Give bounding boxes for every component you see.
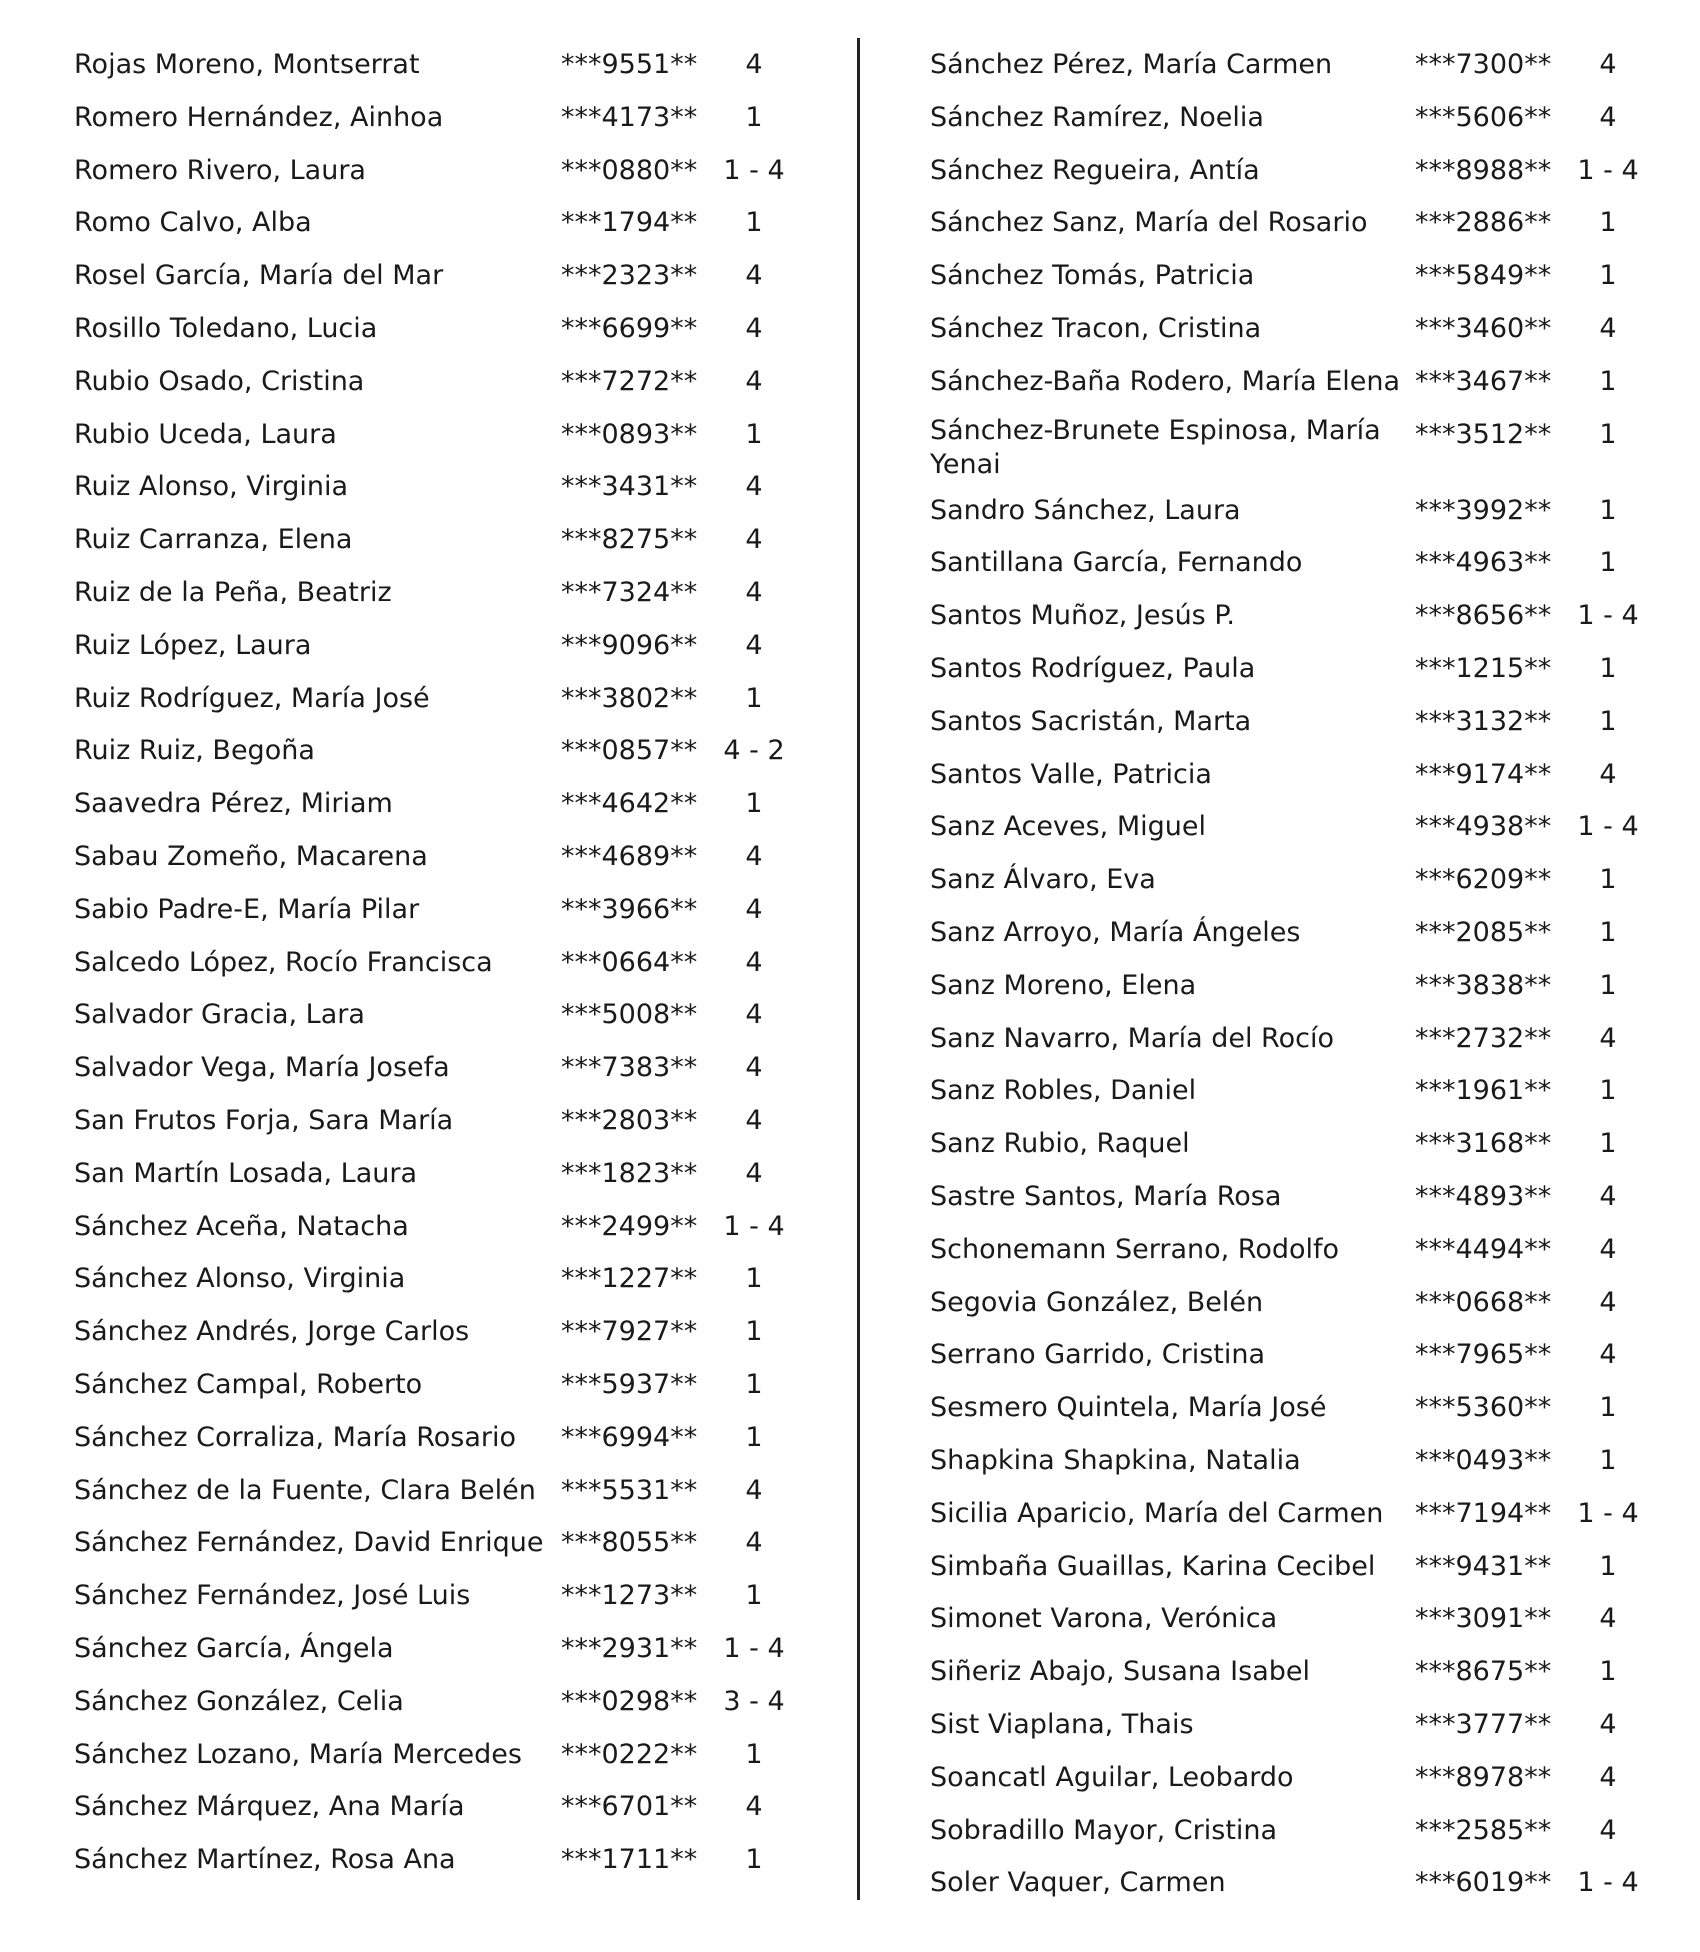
person-name: Ruiz Ruiz, Begoña <box>74 735 315 767</box>
table-row <box>930 749 1670 802</box>
code-value: 1 <box>1599 418 1617 450</box>
person-name: Romo Calvo, Alba <box>74 207 312 239</box>
masked-id: ***3132** <box>1415 705 1552 737</box>
masked-id: ***3431** <box>561 471 698 503</box>
masked-id: ***9431** <box>1415 1550 1552 1582</box>
masked-id: ***6209** <box>1415 864 1552 896</box>
code-value: 1 <box>745 1421 763 1453</box>
table-row <box>74 1465 814 1518</box>
person-name: Santos Rodríguez, Paula <box>930 652 1256 684</box>
table-row <box>930 1488 1670 1541</box>
person-name: Rosel García, María del Mar <box>74 260 444 292</box>
person-name: Sánchez Fernández, José Luis <box>74 1580 471 1612</box>
code-value: 4 <box>745 524 763 556</box>
masked-id: ***6994** <box>561 1421 698 1453</box>
code-value: 4 <box>745 1474 763 1506</box>
table-row <box>74 620 814 673</box>
person-name: Sánchez García, Ángela <box>74 1632 394 1664</box>
table-row <box>74 145 814 198</box>
masked-id: ***0668** <box>1415 1286 1552 1318</box>
code-value: 1 <box>1599 652 1617 684</box>
table-row <box>74 1570 814 1623</box>
table-row <box>74 1781 814 1834</box>
code-value: 4 <box>745 629 763 661</box>
table-row <box>930 145 1670 198</box>
table-row <box>930 356 1670 409</box>
table-row <box>74 1201 814 1254</box>
code-value: 1 <box>1599 1550 1617 1582</box>
code-value: 1 <box>745 1844 763 1876</box>
masked-id: ***5008** <box>561 999 698 1031</box>
table-row <box>930 1171 1670 1224</box>
person-name: San Martín Losada, Laura <box>74 1157 417 1189</box>
code-value: 1 <box>1599 1444 1617 1476</box>
masked-id: ***8656** <box>1415 600 1552 632</box>
person-name: Sánchez Tracon, Cristina <box>930 312 1262 344</box>
table-row <box>930 1382 1670 1435</box>
code-value: 4 <box>1599 1233 1617 1265</box>
masked-id: ***3091** <box>1415 1603 1552 1635</box>
table-row <box>74 1676 814 1729</box>
person-name: Sanz Rubio, Raquel <box>930 1128 1190 1160</box>
masked-id: ***7927** <box>561 1316 698 1348</box>
code-value: 1 <box>1599 1128 1617 1160</box>
code-value: 4 <box>745 471 763 503</box>
person-name: Santillana García, Fernando <box>930 547 1303 579</box>
code-value: 1 <box>1599 1075 1617 1107</box>
code-value: 1 <box>745 1580 763 1612</box>
person-name: Salvador Vega, María Josefa <box>74 1052 450 1084</box>
masked-id: ***3802** <box>561 682 698 714</box>
person-name: Sánchez Pérez, María Carmen <box>930 49 1333 80</box>
person-name: Sabau Zomeño, Macarena <box>74 840 428 872</box>
table-row <box>930 1224 1670 1277</box>
code-value: 4 <box>745 1791 763 1823</box>
person-name: Ruiz López, Laura <box>74 629 312 661</box>
person-name: Sanz Robles, Daniel <box>930 1075 1197 1107</box>
masked-id: ***3460** <box>1415 312 1552 344</box>
code-value: 1 - 4 <box>723 1210 785 1242</box>
table-row <box>930 409 1670 485</box>
person-name: Sánchez Ramírez, Noelia <box>930 101 1264 133</box>
masked-id: ***0493** <box>1415 1444 1552 1476</box>
table-row <box>74 989 814 1042</box>
person-name: Santos Valle, Patricia <box>930 758 1212 790</box>
table-row <box>74 884 814 937</box>
masked-id: ***6019** <box>1415 1867 1552 1899</box>
code-value: 4 <box>745 893 763 925</box>
person-name: Salcedo López, Rocío Francisca <box>74 946 493 978</box>
person-name: Sastre Santos, María Rosa <box>930 1180 1282 1212</box>
person-name: Rojas Moreno, Montserrat <box>74 49 420 80</box>
masked-id: ***1273** <box>561 1580 698 1612</box>
code-value: 4 <box>1599 1180 1617 1212</box>
person-name: Shapkina Shapkina, Natalia <box>930 1444 1301 1476</box>
table-row <box>74 1148 814 1201</box>
code-value: 4 - 2 <box>723 735 785 767</box>
masked-id: ***4963** <box>1415 547 1552 579</box>
table-row <box>930 1435 1670 1488</box>
masked-id: ***5531** <box>561 1474 698 1506</box>
code-value: 1 <box>1599 1656 1617 1688</box>
table-row <box>74 197 814 250</box>
person-name: Sánchez Márquez, Ana María <box>74 1791 465 1823</box>
table-row <box>930 696 1670 749</box>
masked-id: ***7272** <box>561 365 698 397</box>
code-value: 4 <box>1599 101 1617 133</box>
person-name: Sánchez-Baña Rodero, María Elena <box>930 365 1401 397</box>
table-row <box>74 303 814 356</box>
table-row <box>74 673 814 726</box>
masked-id: ***3168** <box>1415 1128 1552 1160</box>
person-name: Sánchez Tomás, Patricia <box>930 260 1255 292</box>
masked-id: ***6699** <box>561 312 698 344</box>
masked-id: ***4689** <box>561 840 698 872</box>
code-value: 4 <box>1599 1814 1617 1846</box>
masked-id: ***7965** <box>1415 1339 1552 1371</box>
masked-id: ***2085** <box>1415 916 1552 948</box>
code-value: 1 <box>1599 1392 1617 1424</box>
masked-id: ***9096** <box>561 629 698 661</box>
code-value: 4 <box>745 1527 763 1559</box>
masked-id: ***2499** <box>561 1210 698 1242</box>
table-row <box>74 1306 814 1359</box>
code-value: 1 <box>1599 916 1617 948</box>
table-row <box>74 514 814 567</box>
person-name: Ruiz de la Peña, Beatriz <box>74 576 392 608</box>
masked-id: ***5606** <box>1415 101 1552 133</box>
code-value: 4 <box>745 946 763 978</box>
person-name: Sobradillo Mayor, Cristina <box>930 1814 1278 1846</box>
code-value: 1 <box>1599 547 1617 579</box>
masked-id: ***2585** <box>1415 1814 1552 1846</box>
code-value: 1 - 4 <box>1577 811 1639 843</box>
person-name: Sanz Navarro, María del Rocío <box>930 1022 1334 1054</box>
code-value: 4 <box>1599 1286 1617 1318</box>
left-column <box>74 39 814 1887</box>
table-row <box>930 1646 1670 1699</box>
code-value: 1 - 4 <box>723 154 785 186</box>
code-value: 1 <box>745 207 763 239</box>
masked-id: ***2323** <box>561 260 698 292</box>
table-row <box>930 1805 1670 1858</box>
table-row <box>930 39 1670 92</box>
code-value: 4 <box>1599 49 1617 80</box>
table-row <box>74 356 814 409</box>
code-value: 1 <box>745 1368 763 1400</box>
person-name: Sicilia Aparicio, María del Carmen <box>930 1497 1384 1529</box>
person-name: Romero Rivero, Laura <box>74 154 366 186</box>
code-value: 4 <box>1599 312 1617 344</box>
person-name: Romero Hernández, Ainhoa <box>74 101 444 133</box>
table-row <box>930 960 1670 1013</box>
person-name: Sabio Padre-E, María Pilar <box>74 893 420 925</box>
masked-id: ***1215** <box>1415 652 1552 684</box>
code-value: 1 <box>745 1316 763 1348</box>
table-row <box>74 725 814 778</box>
table-row <box>930 303 1670 356</box>
masked-id: ***7324** <box>561 576 698 608</box>
table-row <box>930 643 1670 696</box>
table-row <box>74 1042 814 1095</box>
masked-id: ***1961** <box>1415 1075 1552 1107</box>
person-name: Sesmero Quintela, María José <box>930 1392 1327 1424</box>
masked-id: ***2732** <box>1415 1022 1552 1054</box>
code-value: 4 <box>1599 1708 1617 1740</box>
person-name: Simonet Varona, Verónica <box>930 1603 1278 1635</box>
column-divider <box>857 38 860 1900</box>
person-name: Rubio Osado, Cristina <box>74 365 365 397</box>
masked-id: ***5937** <box>561 1368 698 1400</box>
table-row <box>74 831 814 884</box>
masked-id: ***3467** <box>1415 365 1552 397</box>
table-row <box>930 590 1670 643</box>
person-name: Sánchez de la Fuente, Clara Belén <box>74 1474 536 1506</box>
masked-id: ***2886** <box>1415 207 1552 239</box>
code-value: 3 - 4 <box>723 1685 785 1717</box>
person-name: Sánchez Alonso, Virginia <box>74 1263 406 1295</box>
person-name: Sanz Arroyo, María Ángeles <box>930 916 1301 948</box>
table-row <box>74 1623 814 1676</box>
person-name: Sánchez Aceña, Natacha <box>74 1210 409 1242</box>
person-name: Sánchez Fernández, David Enrique <box>74 1527 544 1559</box>
table-row <box>930 1118 1670 1171</box>
code-value: 4 <box>745 1157 763 1189</box>
code-value: 1 <box>745 1738 763 1770</box>
right-column <box>930 39 1670 1910</box>
masked-id: ***1823** <box>561 1157 698 1189</box>
code-value: 1 <box>745 788 763 820</box>
code-value: 1 <box>1599 969 1617 1001</box>
code-value: 4 <box>745 365 763 397</box>
table-row <box>930 801 1670 854</box>
code-value: 4 <box>745 260 763 292</box>
masked-id: ***4938** <box>1415 811 1552 843</box>
table-row <box>930 1593 1670 1646</box>
table-row <box>74 937 814 990</box>
table-row <box>930 92 1670 145</box>
table-row <box>74 1095 814 1148</box>
masked-id: ***0664** <box>561 946 698 978</box>
masked-id: ***3966** <box>561 893 698 925</box>
masked-id: ***0222** <box>561 1738 698 1770</box>
person-name: Santos Muñoz, Jesús P. <box>930 600 1235 632</box>
table-row <box>74 1253 814 1306</box>
table-row <box>930 537 1670 590</box>
code-value: 1 <box>745 1263 763 1295</box>
code-value: 1 - 4 <box>1577 154 1639 186</box>
code-value: 4 <box>1599 758 1617 790</box>
person-name: Soancatl Aguilar, Leobardo <box>930 1761 1294 1793</box>
code-value: 1 - 4 <box>1577 1497 1639 1529</box>
code-value: 1 - 4 <box>1577 1867 1639 1899</box>
code-value: 4 <box>1599 1022 1617 1054</box>
masked-id: ***2803** <box>561 1104 698 1136</box>
masked-id: ***8055** <box>561 1527 698 1559</box>
masked-id: ***8675** <box>1415 1656 1552 1688</box>
masked-id: ***3838** <box>1415 969 1552 1001</box>
person-name: Sanz Álvaro, Eva <box>930 864 1156 896</box>
person-name: Santos Sacristán, Marta <box>930 705 1252 737</box>
person-name: Salvador Gracia, Lara <box>74 999 365 1031</box>
masked-id: ***1227** <box>561 1263 698 1295</box>
person-name: Sánchez-Brunete Espinosa, María Yenai <box>930 414 1381 480</box>
table-row <box>930 1277 1670 1330</box>
table-row <box>930 1065 1670 1118</box>
code-value: 1 <box>745 682 763 714</box>
masked-id: ***4642** <box>561 788 698 820</box>
person-name: Sist Viaplana, Thais <box>930 1708 1194 1740</box>
masked-id: ***9551** <box>561 49 698 80</box>
code-value: 4 <box>745 840 763 872</box>
person-name: Sánchez Sanz, María del Rosario <box>930 207 1368 239</box>
code-value: 4 <box>745 576 763 608</box>
table-row <box>74 1729 814 1782</box>
masked-id: ***3992** <box>1415 494 1552 526</box>
table-row <box>930 1013 1670 1066</box>
table-row <box>74 1412 814 1465</box>
person-name: Sánchez Regueira, Antía <box>930 154 1260 186</box>
table-row <box>930 854 1670 907</box>
masked-id: ***3512** <box>1415 418 1552 450</box>
table-row <box>74 778 814 831</box>
person-name: Sanz Moreno, Elena <box>930 969 1197 1001</box>
masked-id: ***4494** <box>1415 1233 1552 1265</box>
table-row <box>74 92 814 145</box>
person-name: Siñeriz Abajo, Susana Isabel <box>930 1656 1310 1688</box>
code-value: 4 <box>1599 1339 1617 1371</box>
person-name: Schonemann Serrano, Rodolfo <box>930 1233 1340 1265</box>
person-name: Segovia González, Belén <box>930 1286 1264 1318</box>
table-row <box>930 1329 1670 1382</box>
masked-id: ***0298** <box>561 1685 698 1717</box>
code-value: 1 - 4 <box>1577 600 1639 632</box>
table-row <box>930 1857 1670 1910</box>
table-row <box>930 1541 1670 1594</box>
person-name: Serrano Garrido, Cristina <box>930 1339 1266 1371</box>
code-value: 4 <box>1599 1761 1617 1793</box>
code-value: 4 <box>745 1052 763 1084</box>
table-row <box>74 409 814 462</box>
table-row <box>930 1699 1670 1752</box>
code-value: 1 <box>1599 705 1617 737</box>
table-row <box>930 197 1670 250</box>
table-row <box>930 485 1670 538</box>
code-value: 4 <box>745 1104 763 1136</box>
person-name: Simbaña Guaillas, Karina Cecibel <box>930 1550 1376 1582</box>
table-row <box>930 907 1670 960</box>
code-value: 1 <box>1599 207 1617 239</box>
person-name: Sánchez Corraliza, María Rosario <box>74 1421 517 1453</box>
masked-id: ***5360** <box>1415 1392 1552 1424</box>
masked-id: ***0880** <box>561 154 698 186</box>
masked-id: ***8978** <box>1415 1761 1552 1793</box>
masked-id: ***5849** <box>1415 260 1552 292</box>
person-name: Sánchez Campal, Roberto <box>74 1368 423 1400</box>
table-row <box>74 461 814 514</box>
person-name: Ruiz Carranza, Elena <box>74 524 353 556</box>
table-row <box>74 1834 814 1887</box>
person-name: Saavedra Pérez, Miriam <box>74 788 393 820</box>
person-name: Rubio Uceda, Laura <box>74 418 337 450</box>
code-value: 1 <box>1599 494 1617 526</box>
masked-id: ***8275** <box>561 524 698 556</box>
table-row <box>930 1752 1670 1805</box>
person-name: Sánchez Martínez, Rosa Ana <box>74 1844 456 1876</box>
masked-id: ***9174** <box>1415 758 1552 790</box>
table-row <box>74 1359 814 1412</box>
code-value: 1 <box>1599 864 1617 896</box>
table-row <box>74 1517 814 1570</box>
code-value: 4 <box>745 49 763 80</box>
masked-id: ***6701** <box>561 1791 698 1823</box>
masked-id: ***4173** <box>561 101 698 133</box>
masked-id: ***4893** <box>1415 1180 1552 1212</box>
person-name: Sánchez Lozano, María Mercedes <box>74 1738 522 1770</box>
masked-id: ***1711** <box>561 1844 698 1876</box>
person-name: Sanz Aceves, Miguel <box>930 811 1206 843</box>
person-name: Sánchez Andrés, Jorge Carlos <box>74 1316 470 1348</box>
person-name: Sánchez González, Celia <box>74 1685 404 1717</box>
masked-id: ***8988** <box>1415 154 1552 186</box>
code-value: 1 <box>1599 365 1617 397</box>
table-row <box>74 567 814 620</box>
masked-id: ***7300** <box>1415 49 1552 80</box>
masked-id: ***1794** <box>561 207 698 239</box>
code-value: 4 <box>745 999 763 1031</box>
masked-id: ***7194** <box>1415 1497 1552 1529</box>
table-row <box>74 250 814 303</box>
person-name: Soler Vaquer, Carmen <box>930 1867 1226 1899</box>
person-name: Rosillo Toledano, Lucia <box>74 312 378 344</box>
person-name: Sandro Sánchez, Laura <box>930 494 1241 526</box>
code-value: 4 <box>745 312 763 344</box>
masked-id: ***2931** <box>561 1632 698 1664</box>
person-name: Ruiz Alonso, Virginia <box>74 471 349 503</box>
masked-id: ***7383** <box>561 1052 698 1084</box>
code-value: 1 <box>745 101 763 133</box>
masked-id: ***0857** <box>561 735 698 767</box>
table-row <box>74 39 814 92</box>
masked-id: ***3777** <box>1415 1708 1552 1740</box>
code-value: 1 <box>745 418 763 450</box>
table-row <box>930 250 1670 303</box>
person-name: San Frutos Forja, Sara María <box>74 1104 454 1136</box>
person-name: Ruiz Rodríguez, María José <box>74 682 430 714</box>
masked-id: ***0893** <box>561 418 698 450</box>
code-value: 1 - 4 <box>723 1632 785 1664</box>
code-value: 4 <box>1599 1603 1617 1635</box>
code-value: 1 <box>1599 260 1617 292</box>
